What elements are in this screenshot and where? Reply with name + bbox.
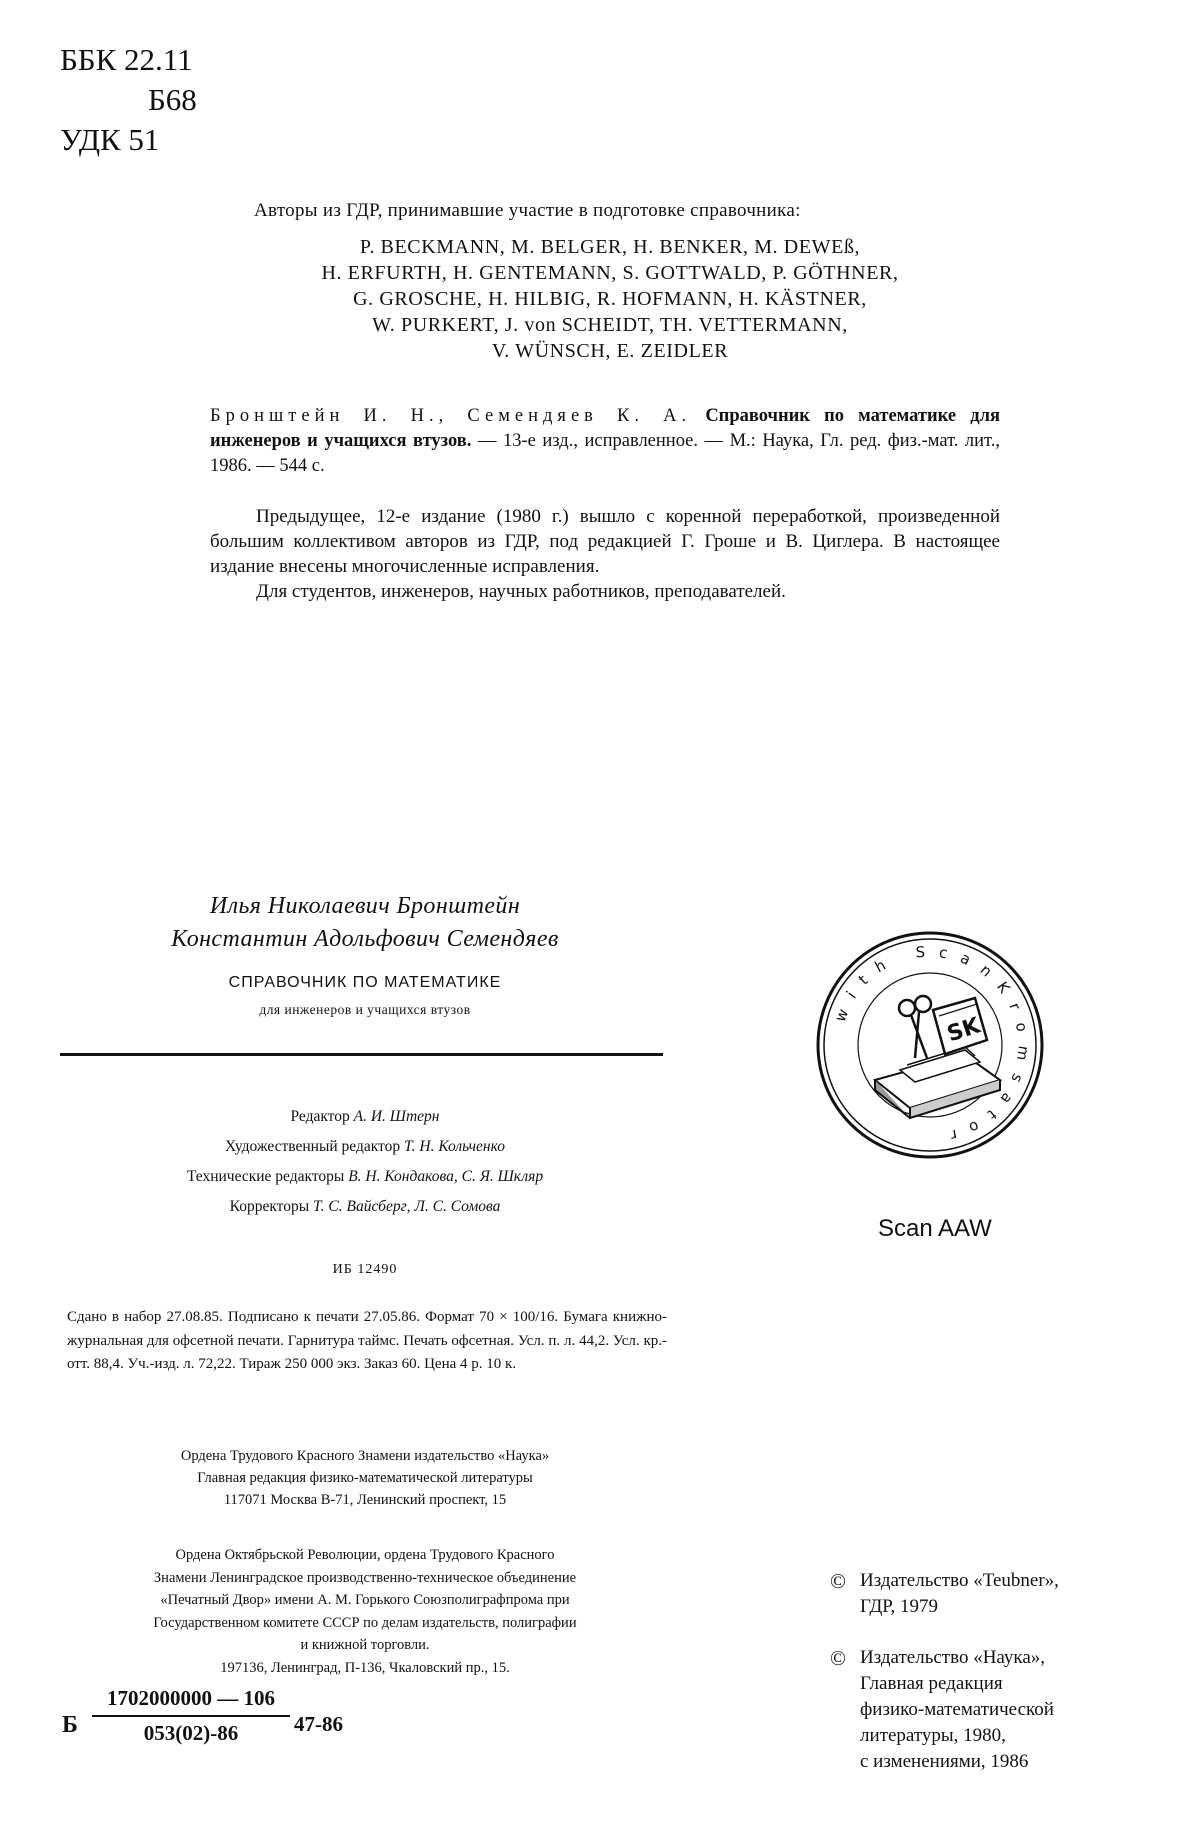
copyright-line: ГДР, 1979 xyxy=(860,1596,938,1617)
editor-name: А. И. Штерн xyxy=(353,1108,440,1125)
editor-role: Редактор xyxy=(290,1108,350,1125)
imprint-details xyxy=(67,1306,667,1377)
divider-rule xyxy=(60,1053,663,1056)
price-code-numerator: 1702000000 — 106 xyxy=(92,1686,290,1717)
editor-line xyxy=(60,1102,670,1132)
authors-line: W. PURKERT, J. von SCHEIDT, TH. VETTERMANN, xyxy=(372,314,848,336)
annotation xyxy=(210,504,1000,604)
publisher-line: Главная редакция физико-математической литературы xyxy=(197,1470,533,1486)
printer-info xyxy=(60,1544,670,1679)
bibliographic-entry xyxy=(210,404,1000,479)
price-code-fraction xyxy=(92,1686,290,1746)
copyright-teubner xyxy=(830,1568,1059,1620)
book-icon xyxy=(933,998,987,1054)
proofreaders-names: Т. С. Вайсберг, Л. С. Сомова xyxy=(313,1198,501,1215)
art-editor-role: Художественный редактор xyxy=(224,1138,401,1155)
price-code-letter: Б xyxy=(62,1712,78,1738)
udk-row xyxy=(60,120,197,160)
book-title: СПРАВОЧНИК ПО МАТЕМАТИКЕ xyxy=(228,974,502,991)
printer-line: и книжной торговли. xyxy=(300,1637,430,1653)
tech-editors-role: Технические редакторы xyxy=(186,1168,345,1185)
printer-line: «Печатный Двор» имени А. М. Горького Союзполиграфпрома при xyxy=(160,1592,570,1608)
author-name-2: Константин Адольфович Семендяев xyxy=(171,926,559,952)
copyright-line: Издательство «Teubner», xyxy=(860,1570,1059,1591)
imprint-text: Сдано в набор 27.08.85. Подписано к печати 27.05.86. Формат 70 × 100/16. Бумага книжно-журнальная для офсетной печати. Гарнитура таймс. Печать офсетная. Усл. п. л. 44,2. Усл. кр.-отт. 88,4. Уч.-изд. л. 72,22. Тираж 250 000 экз. Заказ 60. Цена 4 р. 10 к. xyxy=(67,1309,667,1372)
copyright-line: физико-математической xyxy=(860,1699,1054,1720)
copyright-line: Главная редакция xyxy=(860,1673,1003,1694)
book-subtitle: для инженеров и учащихся втузов xyxy=(259,1002,471,1017)
authors-intro: Авторы из ГДР, принимавшие участие в подготовке справочника: xyxy=(254,200,801,221)
authors-line: G. GROSCHE, H. HILBIG, R. HOFMANN, H. KÄSTNER, xyxy=(353,288,867,310)
proofreaders-role: Корректоры xyxy=(229,1198,310,1215)
title-block xyxy=(60,890,670,1018)
publisher-info xyxy=(60,1445,670,1511)
bbk-sub-row xyxy=(60,80,197,120)
bbk-label: ББК xyxy=(60,42,117,77)
staff-credits xyxy=(60,1102,670,1222)
bbk-sub: Б68 xyxy=(148,82,197,117)
printer-line: Ордена Октябрьской Революции, ордена Трудового Красного xyxy=(175,1547,555,1563)
udk-value: 51 xyxy=(128,122,160,157)
udk-label: УДК xyxy=(60,122,121,157)
authors-line: H. ERFURTH, H. GENTEMANN, S. GOTTWALD, P. GÖTHNER, xyxy=(321,262,899,284)
proofreaders-line xyxy=(60,1192,670,1222)
scankromsator-stamp xyxy=(815,930,1045,1160)
copyright-nauka xyxy=(830,1645,1054,1775)
stamp-caption: Scan AAW xyxy=(878,1215,992,1242)
biblio-rest: — 13-е изд., исправленное. — М.: Наука, Гл. ред. физ.-мат. лит., 1986. — 544 с. xyxy=(210,431,1000,476)
authors-line: V. WÜNSCH, E. ZEIDLER xyxy=(491,340,729,362)
price-code-suffix: 47-86 xyxy=(294,1712,343,1736)
bbk-value: 22.11 xyxy=(124,42,193,77)
tech-editors-line xyxy=(60,1162,670,1192)
biblio-authors: Бронштейн И. Н., Семендяев К. А. xyxy=(210,406,692,426)
authors-line: P. BECKMANN, M. BELGER, H. BENKER, M. DEWEß, xyxy=(359,236,861,258)
publisher-line: Ордена Трудового Красного Знамени издательство «Наука» xyxy=(180,1448,550,1464)
authors-list xyxy=(210,234,1010,364)
printer-line: Государственном комитете СССР по делам издательств, полиграфии xyxy=(153,1614,577,1631)
printer-line: Знамени Ленинградское производственно-техническое объединение xyxy=(153,1569,577,1586)
printer-line: 197136, Ленинград, П-136, Чкаловский пр., 15. xyxy=(220,1659,510,1676)
stamp-badge: SK xyxy=(944,1013,984,1048)
art-editor-line xyxy=(60,1132,670,1162)
scissors-icon xyxy=(899,996,931,1058)
price-code-denominator: 053(02)-86 xyxy=(143,1721,239,1745)
bbk-row xyxy=(60,40,197,80)
annotation-paragraph: Предыдущее, 12-е издание (1980 г.) вышло с коренной переработкой, произведенной большим коллективом авторов из ГДР, под редакцией Г. Гроше и В. Циглера. В настоящее издание внесены многочисленные исправления. xyxy=(210,506,1000,577)
publisher-line: 117071 Москва В-71, Ленинский проспект, 15 xyxy=(223,1492,507,1508)
copyright-line: литературы, 1980, xyxy=(860,1725,1006,1746)
annotation-audience: Для студентов, инженеров, научных работников, преподавателей. xyxy=(256,581,786,602)
tech-editors-names: В. Н. Кондакова, С. Я. Шкляр xyxy=(348,1168,544,1185)
copyright-line: Издательство «Наука», xyxy=(860,1647,1046,1668)
copyright-icon: © xyxy=(830,1569,846,1593)
copyright-line: с изменениями, 1986 xyxy=(860,1751,1029,1772)
ib-number: ИБ 12490 xyxy=(332,1262,398,1277)
biblio-title: Справочник по математике для инженеров и учащихся втузов. xyxy=(210,406,1000,451)
art-editor-name: Т. Н. Кольченко xyxy=(404,1138,506,1155)
stamp-ring-text: with ScanKromsator xyxy=(830,942,1033,1147)
classification-codes xyxy=(60,40,197,160)
author-name-1: Илья Николаевич Бронштейн xyxy=(209,893,521,919)
copyright-icon: © xyxy=(830,1646,846,1670)
